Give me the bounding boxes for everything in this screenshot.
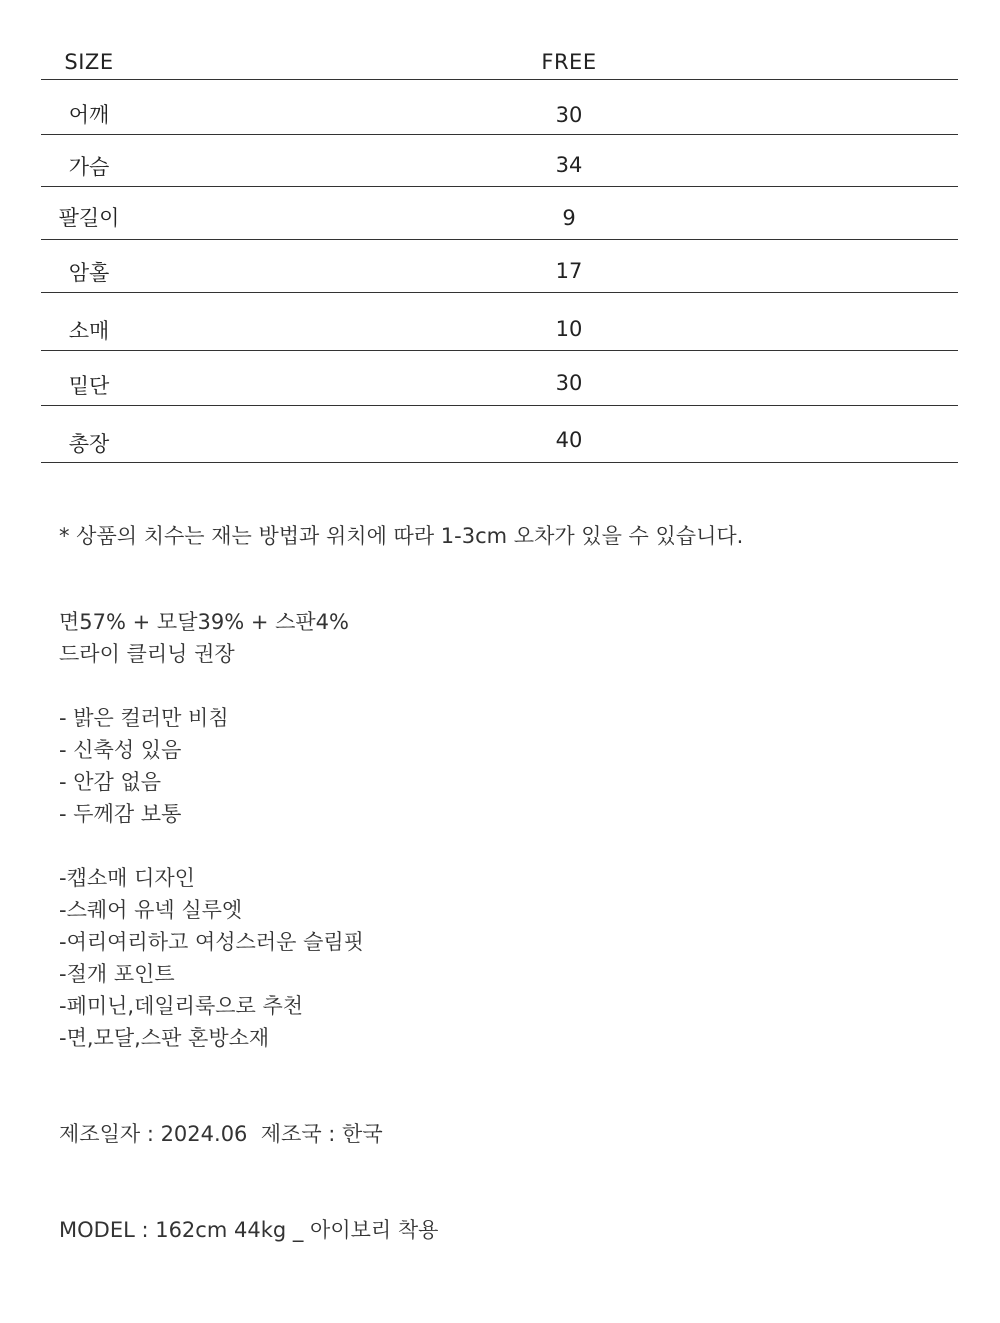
size-row-sleeve-length xyxy=(41,187,958,240)
size-row-label: 팔길이 xyxy=(58,206,120,230)
size-row-label: 총장 xyxy=(68,432,110,456)
measurement-note-text: * 상품의 치수는 재는 방법과 위치에 따라 1-3cm 오차가 있을 수 있습니다. xyxy=(59,524,744,548)
size-row-hem xyxy=(41,351,958,406)
size-row-label: 어깨 xyxy=(68,103,110,127)
size-row-label: 암홀 xyxy=(68,261,110,285)
size-table xyxy=(41,40,958,463)
fit-note-item: - 두께감 보통 xyxy=(59,802,182,826)
fit-notes xyxy=(59,702,229,830)
manufacture-info xyxy=(59,1118,383,1150)
size-row-value: 10 xyxy=(555,317,583,341)
feature-item: -페미닌,데일리룩으로 추천 xyxy=(59,994,304,1018)
size-header-label: SIZE xyxy=(64,50,114,74)
size-row-value: 17 xyxy=(555,259,583,283)
feature-item: -면,모달,스판 혼방소재 xyxy=(59,1026,270,1050)
fit-note-item: - 신축성 있음 xyxy=(59,738,182,762)
model-info xyxy=(59,1214,438,1246)
fit-note-item: - 밝은 컬러만 비침 xyxy=(59,706,229,730)
size-table-header xyxy=(41,40,958,80)
model-text: MODEL : 162cm 44kg _ 아이보리 착용 xyxy=(59,1218,439,1242)
size-row-chest xyxy=(41,135,958,187)
fabric-info xyxy=(59,606,349,670)
size-row-shoulder xyxy=(41,80,958,135)
size-row-armhole xyxy=(41,240,958,293)
measurement-note xyxy=(59,520,743,552)
feature-item: -스퀘어 유넥 실루엣 xyxy=(59,898,243,922)
size-row-label: 가슴 xyxy=(68,155,110,179)
size-row-total-length xyxy=(41,406,958,463)
size-row-value: 40 xyxy=(555,428,583,452)
feature-item: -절개 포인트 xyxy=(59,962,175,986)
size-row-sleeve xyxy=(41,293,958,351)
size-header-value: FREE xyxy=(541,50,597,74)
feature-list xyxy=(59,862,364,1054)
size-row-value: 30 xyxy=(555,371,583,395)
fabric-care: 드라이 클리닝 권장 xyxy=(59,642,235,666)
fit-note-item: - 안감 없음 xyxy=(59,770,162,794)
manufacture-text: 제조일자 : 2024.06 제조국 : 한국 xyxy=(59,1122,383,1146)
feature-item: -여리여리하고 여성스러운 슬림핏 xyxy=(59,930,364,954)
fabric-composition: 면57% + 모달39% + 스판4% xyxy=(59,610,349,634)
size-row-value: 30 xyxy=(555,103,583,127)
size-row-label: 소매 xyxy=(68,319,110,343)
size-row-value: 34 xyxy=(555,153,583,177)
feature-item: -캡소매 디자인 xyxy=(59,866,195,890)
size-row-value: 9 xyxy=(562,206,576,230)
size-row-label: 밑단 xyxy=(68,374,110,398)
